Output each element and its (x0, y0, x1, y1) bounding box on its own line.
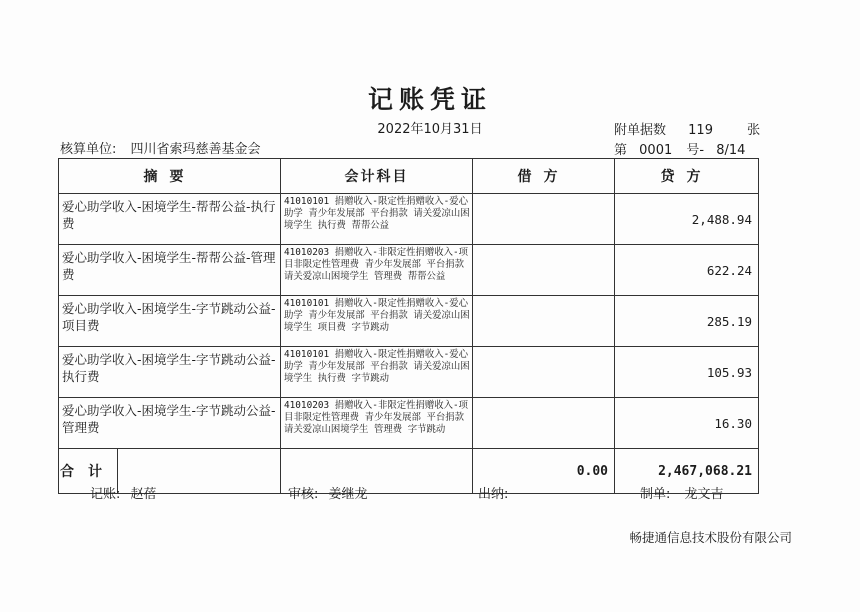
attachments-label: 附单据数 (614, 123, 667, 138)
row-subject: 41010101 捐赠收入-限定性捐赠收入-爱心助学 青少年发展部 平台捐款 请关爱凉山困境学生 执行费 字节跳动 (281, 347, 473, 398)
row-subject: 41010203 捐赠收入-非限定性捐赠收入-项目非限定性管理费 青少年发展部 平台捐款 请关爱凉山困境学生 管理费 帮帮公益 (281, 245, 473, 296)
bookkeeper-signature (90, 483, 157, 502)
table-row (59, 296, 759, 347)
header-debit: 借方 (473, 159, 615, 194)
row-credit: 2,488.94 (615, 194, 759, 245)
voucher-number (614, 139, 745, 158)
total-credit: 2,467,068.21 (615, 449, 759, 494)
row-debit (473, 296, 615, 347)
voucher-table (58, 158, 759, 494)
row-debit (473, 347, 615, 398)
row-debit (473, 398, 615, 449)
row-debit (473, 194, 615, 245)
row-summary: 爱心助学收入-困境学生-字节跳动公益-管理费 (59, 398, 281, 449)
row-debit (473, 245, 615, 296)
row-subject: 41010203 捐赠收入-非限定性捐赠收入-项目非限定性管理费 青少年发展部 平台捐款 请关爱凉山困境学生 管理费 字节跳动 (281, 398, 473, 449)
cashier-label: 出纳: (478, 487, 509, 502)
total-debit: 0.00 (473, 449, 615, 494)
unit-name: 四川省索玛慈善基金会 (130, 142, 261, 157)
attachments-unit: 张 (747, 123, 761, 138)
software-company: 畅捷通信息技术股份有限公司 (629, 530, 792, 545)
voucher-no: 0001 (639, 143, 673, 158)
preparer-label: 制单: (640, 487, 671, 502)
bookkeeper-name: 赵蓓 (130, 487, 157, 502)
row-summary: 爱心助学收入-困境学生-帮帮公益-管理费 (59, 245, 281, 296)
bookkeeper-label: 记账: (90, 487, 121, 502)
voucher-date: 2022年10月31日 (377, 122, 483, 137)
reviewer-signature (288, 483, 368, 502)
row-credit: 16.30 (615, 398, 759, 449)
total-label: 合计 (59, 449, 118, 493)
attachments-count (614, 119, 760, 138)
attachments-value: 119 (688, 123, 713, 138)
preparer-name: 龙文吉 (684, 487, 724, 502)
row-summary: 爱心助学收入-困境学生-字节跳动公益-项目费 (59, 296, 281, 347)
table-row (59, 245, 759, 296)
row-subject: 41010101 捐赠收入-限定性捐赠收入-爱心助学 青少年发展部 平台捐款 请关爱凉山困境学生 执行费 帮帮公益 (281, 194, 473, 245)
reviewer-name: 姜继龙 (328, 487, 368, 502)
row-subject: 41010101 捐赠收入-限定性捐赠收入-爱心助学 青少年发展部 平台捐款 请关爱凉山困境学生 项目费 字节跳动 (281, 296, 473, 347)
row-credit: 105.93 (615, 347, 759, 398)
voucher-title: 记账凭证 (367, 85, 492, 114)
unit-label: 核算单位: (60, 142, 117, 157)
table-header-row (59, 159, 759, 194)
header-summary: 摘要 (59, 159, 281, 194)
voucher-prefix: 第 (614, 143, 628, 158)
row-summary: 爱心助学收入-困境学生-字节跳动公益-执行费 (59, 347, 281, 398)
table-row (59, 347, 759, 398)
preparer-signature (640, 483, 724, 502)
row-credit: 285.19 (615, 296, 759, 347)
row-credit: 622.24 (615, 245, 759, 296)
table-row (59, 194, 759, 245)
voucher-suffix: 号- (686, 143, 705, 158)
header-subject: 会计科目 (281, 159, 473, 194)
reviewer-label: 审核: (288, 487, 319, 502)
row-summary: 爱心助学收入-困境学生-帮帮公益-执行费 (59, 194, 281, 245)
header-credit: 贷方 (615, 159, 759, 194)
cashier-signature (478, 483, 514, 502)
voucher-page: 8/14 (716, 143, 746, 158)
table-row (59, 398, 759, 449)
accounting-unit (60, 138, 261, 157)
